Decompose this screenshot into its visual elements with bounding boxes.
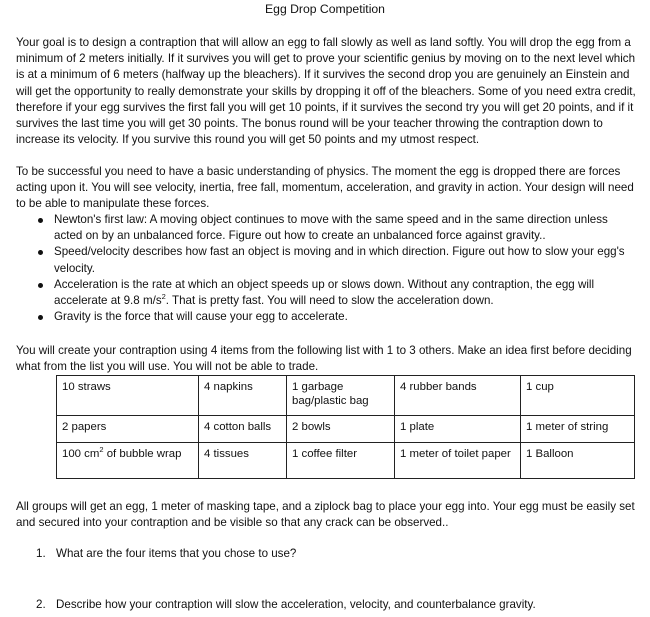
physics-paragraph: To be successful you need to have a basic understanding of physics. The moment the egg is dropped there are forces acting upon it. You will see velocity, inertia, free fall, momentum, acceleration, and gravity in action. Your design will need to be able to manipulate these forces.: [16, 165, 634, 211]
table-cell: 4 napkins: [199, 376, 287, 416]
bullet-text: Gravity is the force that will cause your egg to accelerate.: [54, 310, 348, 324]
question-1: [36, 546, 636, 562]
bullet-gravity: [36, 309, 636, 325]
bullet-velocity: [36, 244, 636, 276]
bullet-text: Speed/velocity describes how fast an object is moving and in which direction. Figure out how to slow your egg's velocity.: [54, 245, 625, 275]
cell-text: of bubble wrap: [103, 448, 182, 460]
table-cell: 2 papers: [57, 416, 199, 443]
table-cell: 4 tissues: [199, 443, 287, 479]
table-cell: 1 Balloon: [521, 443, 635, 479]
cell-text: 100 cm: [62, 448, 100, 460]
table-cell: 1 meter of string: [521, 416, 635, 443]
bullet-text: Newton's first law: A moving object continues to move with the same speed and in the same direction unless acted on by an unbalanced force. Figure out how to create an unbalanced force against gravity..: [54, 213, 608, 243]
superscript-exponent: 2: [99, 445, 104, 455]
bullet-text: Acceleration is the rate at which an object speeds up or slows down. Without any contraption, the egg will accelerate at 9.8 m/s: [54, 277, 595, 308]
table-cell: 2 bowls: [287, 416, 395, 443]
document-title: Egg Drop Competition: [265, 2, 385, 16]
question-text: What are the four items that you chose to use?: [56, 547, 297, 560]
physics-bullet-list: [36, 212, 636, 325]
table-cell: 1 meter of toilet paper: [395, 443, 521, 479]
closing-paragraph: All groups will get an egg, 1 meter of masking tape, and a ziplock bag to place your egg into. Your egg must be easily set and secured into your contraption and be visible so that any crack can be observed..: [16, 500, 635, 530]
table-cell: 10 straws: [57, 376, 199, 416]
table-row: [57, 443, 635, 479]
bullet-acceleration: [36, 277, 636, 309]
table-cell: [57, 443, 199, 479]
table-cell: 1 cup: [521, 376, 635, 416]
superscript-exponent: 2: [161, 292, 166, 302]
items-intro-paragraph: You will create your contraption using 4 items from the following list with 1 to 3 others. Make an idea first before deciding what from the list you will use. You will not be able to trade.: [16, 344, 632, 374]
question-text: Describe how your contraption will slow the acceleration, velocity, and counterbalance gravity.: [56, 598, 536, 611]
table-cell: 4 cotton balls: [199, 416, 287, 443]
table-cell: 1 plate: [395, 416, 521, 443]
table-cell: 1 garbage bag/plastic bag: [287, 376, 395, 416]
intro-paragraph: Your goal is to design a contraption that will allow an egg to fall slowly as well as land softly. You will drop the egg from a minimum of 2 meters initially. If it survives you will get to prove your scientific genius by moving on to the next level which is at a minimum of 6 meters (halfway up the bleachers). If it survives the second drop you are genuinely an Einstein and will get the opportunity to really demonstrate your skills by dropping it off of the bleachers. Some of you need extra credit, therefore if your egg survives the first fall you will get 10 points, if it survives the second try you will get 20 points, and if it survives the last time you will get 30 points. The bonus round will be your teacher throwing the contraption down to increase its velocity. If you survive this round you will get 50 points and my utmost respect.: [16, 36, 636, 147]
table-cell: 4 rubber bands: [395, 376, 521, 416]
bullet-newtons-first-law: [36, 212, 636, 244]
items-table: [56, 375, 635, 479]
question-number: 1.: [36, 547, 46, 560]
table-cell: 1 coffee filter: [287, 443, 395, 479]
question-number: 2.: [36, 598, 46, 611]
table-row: [57, 416, 635, 443]
bullet-text: . That is pretty fast. You will need to slow the acceleration down.: [165, 294, 494, 308]
table-row: [57, 376, 635, 416]
question-2: [36, 597, 636, 613]
